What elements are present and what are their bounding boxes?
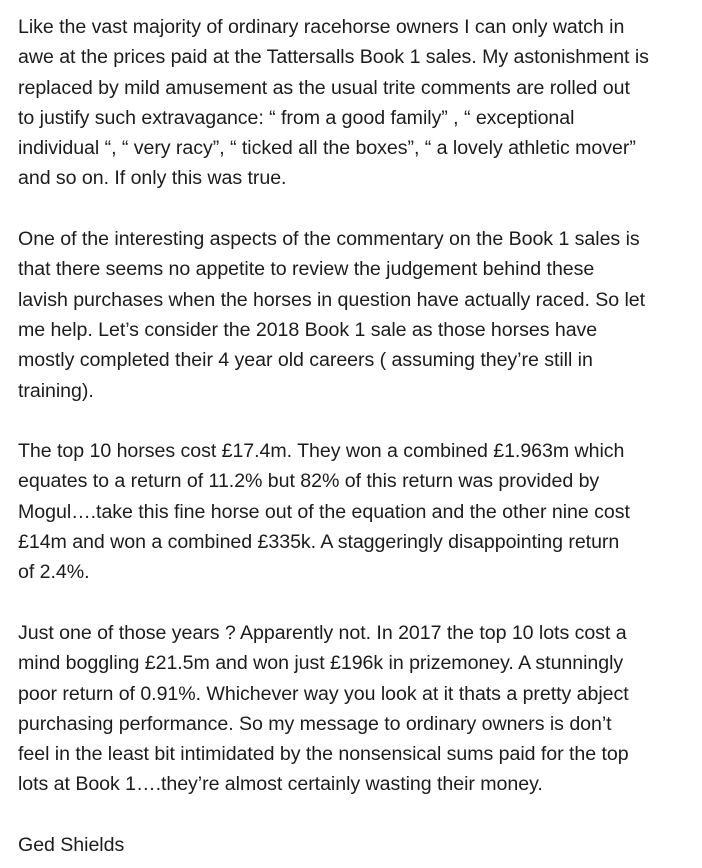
author-signature: Ged Shields (18, 834, 125, 857)
article-body (18, 12, 698, 860)
paragraph-3: The top 10 horses cost £17.4m. They won a combined £1.963m which equates to a return of 11.2% but 82% of this return was provided by Mogul….take this fine horse out of the equation and the other nine cost £14m and won a combined £335k. A staggeringly disappointing return of 2.4%. (18, 440, 630, 584)
paragraph-1: Like the vast majority of ordinary racehorse owners I can only watch in awe at the prices paid at the Tattersalls Book 1 sales. My astonishment is replaced by mild amusement as the usual trite comments are rolled out to justify such extravagance: “ from a good family” , “ exceptional individual “, “ very racy”, “ ticked all the boxes”, “ a lovely athletic mover” and so on. If only this was true. (18, 16, 649, 190)
paragraph-4: Just one of those years ? Apparently not. In 2017 the top 10 lots cost a mind boggling £21.5m and won just £196k in prizemoney. A stunningly poor return of 0.91%. Whichever way you look at it thats a pretty abject purchasing performance. So my message to ordinary owners is don’t feel in the least bit intimidated by the nonsensical sums paid for the top lots at Book 1….they’re almost certainly wasting their money. (18, 621, 629, 796)
paragraph-2: One of the interesting aspects of the commentary on the Book 1 sales is that there seems no appetite to review the judgement behind these lavish purchases when the horses in question have actually raced. So let me help. Let’s consider the 2018 Book 1 sale as those horses have mostly completed their 4 year old careers ( assuming they’re still in training). (18, 228, 646, 402)
